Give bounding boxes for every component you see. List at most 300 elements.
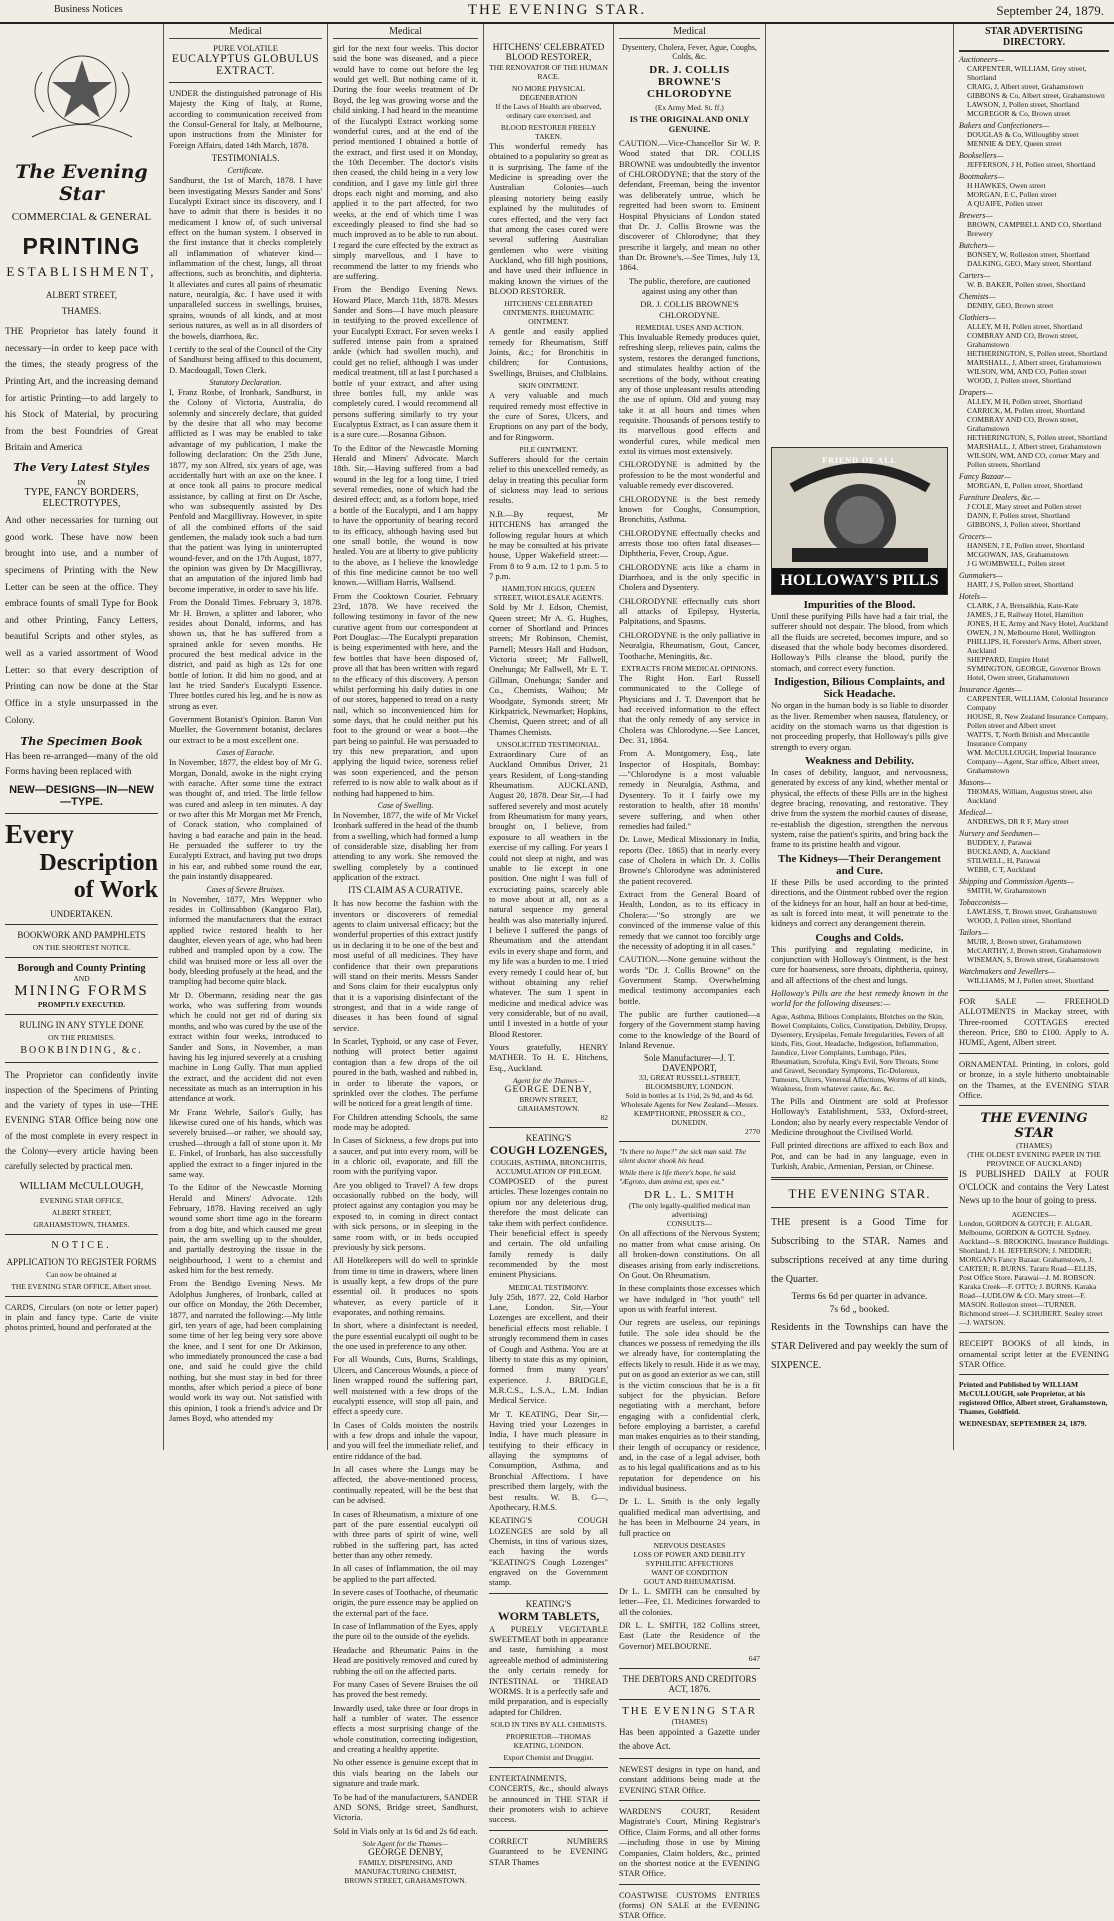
subscription-heading: THE EVENING STAR. [788,1186,931,1202]
nervous-diseases: NERVOUS DISEASES [653,1540,726,1550]
ointments-heading: HITCHENS' CELEBRATED OINTMENTS. RHEUMATIC OINTMENT. [503,299,594,327]
directory-entry: SHEPPARD, Empire Hotel [967,655,1050,664]
diseases-list: Ague, Asthma, Bilious Complaints, Blotches on the Skin, Bowel Complaints, Colics, Constipation, Debility, Dropsy, Dysentery, Erysipelas, Female Irregularities, Fevers of all kinds, Fits, Gout, Headache, Indigestion, Inflammation, Jaundice, Liver Complaints, Lumbago, Piles, Rheumatism, Scrofula, King's Evil, Sore Throats, Stone and Gravel, Secondary Symptoms, Tic-Doloreux, Tumours, Ulcers, Venereal Affections, Worms of all kinds, Weakness, from whatever cause, &c. &c. [771,1011,948,1093]
directory-entry: JONES, H E, Army and Navy Hotel, Auckland [967,619,1108,628]
directory-entry: BUDDEY, J, Parawai [967,838,1032,847]
nz-wholesale-agents: Wholesale Agents for New Zealand—Messrs. KEMPTHORNE, PROSSER & CO., DUNEDIN. [620,1100,759,1128]
consultation-hours: N.B.—By request, Mr HITCHENS has arranged the following regular hours at which he may be consulted at his private house, Upper Wakefield street:— From 8 to 9 a.m. 12 to 1 p.m. 5 to 7 p.m. [489,508,608,581]
of-work-heading: of Work [73,876,158,903]
pile-ointment-heading: PILE OINTMENT. [519,444,578,454]
directory-entry: H HAWKES, Owen street [967,181,1046,190]
wounds-use: For all Wounds, Cuts, Burns, Scaldings, Ulcers, and Cancerous Wounds, a piece of linen wrapped round the suffering part, well moistened with a few drops of the eucalypti essence, will stop all pain, and effect a speedy cure. [333,1354,478,1417]
directory-category: Shipping and Commission Agents— [959,877,1074,886]
genuine-notice: No other essence is genuine except that in this vials bearing on the labels our signature and trade mark. [333,1757,478,1789]
undertaken-line: UNDERTAKEN. [50,908,113,919]
apothecary-testimony: Mr T. KEATING, Dear Sir,—Having tried your Lozenges in India, I have much pleasure in testifying to their efficacy in allaying the symptoms of Consumption, Asthma, and Bronchial Affections. I have prescribed them largely, with the best results. W. B. G—, Apothecary, H.M.S. [489,1408,608,1512]
debtors-act-heading: THE DEBTORS AND CREDITORS ACT, 1876. [622,1674,757,1695]
advertising-directory-heading: STAR ADVERTISING DIRECTORY. [959,24,1109,52]
office-street: ALBERT STREET, [51,1207,112,1217]
thames-label: (THAMES) [1016,1141,1052,1151]
new-designs-line: NEW—DESIGNS—IN—NEW—TYPE. [9,783,154,808]
ruling-line: RULING IN ANY STYLE DONE [19,1019,144,1030]
lozenges-composition: COMPOSED of the purest articles. These lozenges contain no opium nor any deleterious drug, therefore the most delicate can take them with perfect confidence. Their beneficial effect is speedy and certain. The old unfailing family remedy is daily recommended by the most eminent Physicians. [489,1176,608,1280]
column-printing-notice [0,24,164,1450]
star-office-text: THE EVENING STAR OFFICE, Albert street. [11,1281,152,1291]
directory-category: Grocers— [959,532,993,541]
directory-category: Chemists— [959,292,996,301]
agent-address: BROWN STREET, GRAHAMSTOWN. [344,1875,467,1885]
board-of-health-opinion: Extract from the General Board of Health, London, as to its efficacy in Cholera:—"So strongly are we convinced of the immense value of this remedy that we cannot too forcibly urge the necessity of adopting it in all cases." [619,889,760,951]
obtained-at-text: Can now be obtained at [46,1269,117,1279]
lozenges-ailments: COUGHS, ASTHMA, BRONCHITIS, ACCUMULATION OF PHLEGM. [490,1158,607,1177]
and-label: AND [73,973,90,983]
directory-entry: MUIR, J, Brown street, Grahamstown [967,937,1082,946]
remedial-uses-heading: REMEDIAL USES AND ACTION. [635,323,744,333]
donald-times-testimonial: From the Donald Times. February 3, 1878. Mr H. Brown, a splitter and laborer, who resides about Donald, informs, and has shown us, that he has suffered from a sprained ankle for seven months. He procured the best medical advice in the district, and paid as high as 12s for one bottle of lotion. It did him no good, and at last he tried Sander's Eucalypti Essence. Three bottles cured his leg, and he is now as strong as ever. [169,597,322,711]
directory-entry: CRAIG, J, Albert street, Grahamstown [967,82,1084,91]
lowe-opinion: Dr. Lowe, Medical Missionary in India, reports (Dec. 1865) that in nearly every case of Cholera in which Dr. J. Collis Browne's Chlorodyne was administered the patient recovered. [619,834,760,886]
loss-of-power: LOSS OF POWER AND DEBILITY [633,1549,746,1559]
chlorodyne-claim-1: CHLORODYNE is admitted by the profession to be the most wonderful and valuable remedy ever discovered. [619,459,760,491]
manufacturer-address: To be had of the manufacturers, SANDER AND SONS, Bridge street, Sandhurst, Victoria. [333,1791,478,1823]
worm-tablets-title: WORM TABLETS, [497,1608,600,1623]
letter-consultation: Dr L. L. SMITH can be consulted by letter—Fee, £1. Medicines forwarded to all the colonies. [619,1585,760,1617]
crest-illustration [772,448,948,568]
directions-notice: Full printed directions are affixed to each Box and Pot, and can be had in any language, even in Turkish, Arabic, Armenian, Persian, or Chinese. [771,1140,948,1171]
government-stamp-caution: CAUTION.—None genuine without the words "Dr. J. Collis Browne" on the Government Stamp. Overwhelming medical testimony accompanies each bottle. [619,954,760,1006]
restorer-freely-line: BLOOD RESTORER FREELY TAKEN. [500,123,597,141]
earache-cases: In November, 1877, the eldest boy of Mr G. Morgan, Donald, awoke in the night crying with earache. After some time the extract was thought of, and tried. The little fellow was cured and asleep in ten minutes. A day or two after this Mr Morgan met Mr French, of Corack station, who complained of having a bad earache and pain in the head. He persuaded the sufferer to try the Eucalypti Extract, and having put two drops in his ear, and rubbed some round the ear, the pain instantly disappeared. [169,757,322,882]
type-borders-line: TYPE, FANCY BORDERS, ELECTROTYPES, [24,487,139,509]
inflammation-use: In all cases of Inflammation, the oil may be applied to the part affected. [333,1563,478,1584]
directory-entry: MORGAN, E, Pollen street, Shortland [967,481,1083,490]
chlorodyne-title: DR. J. COLLIS BROWNE'S CHLORODYNE [646,64,733,100]
directory-entry: WISEMAN, S, Brown street, Grahamstown [967,955,1099,964]
directory-entry: GIBBONS & Co, Albert street, Grahamstown [967,91,1105,100]
cough-lozenges-title: COUGH LOZENGES, [489,1143,608,1158]
proprietor-name: WILLIAM McCULLOUGH, [19,1180,144,1192]
pile-ointment-text: Sufferers should for the certain relief to this unexcelled remedy, as delay in treating this peculiar form of sickness may lead to serious results. [489,453,608,506]
eucalyptus-extract-title: EUCALYPTUS GLOBULUS EXTRACT. [171,53,320,77]
newspaper-running-title: THE EVENING STAR. [467,2,647,18]
sickness-use: In Cases of Sickness, a few drops put into a saucer, and put into every room, will be in a chloric oil, evaporate, and fill the room with the purifying vapor. [333,1135,478,1177]
quote-while-life: While there is life there's hope, he said. "Ægroto, dum anima est, spes est." [619,1168,737,1187]
weakness-text: In cases of debility, languor, and nervousness, generated by excess of any kind, whether mental or physical, the effects of these Pills are in the highest degree bracing, renovating, and restorative. They drive from the system the morbid causes of disease, re-establish the digestion, strengthen the nervous system, raise the patient's spirits, and bring back the frame to its pristine health and vigour. [771,766,948,850]
kidneys-text: If these Pills be used according to the printed directions, and the Ointment rubbed over the region of the kidneys for an hour, half an hour at bed-time, as salt is forced into meat, it will penetrate to the kidneys and correct any derangement therein. [771,876,948,929]
ornamental-printing-notice: ORNAMENTAL Printing, in colors, gold or bronze, in a style hitherto unobtainable on the Thames, at the EVENING STAR Office. [959,1058,1109,1100]
chlorodyne-claim-2: CHLORODYNE is the best remedy known for Coughs, Consumption, Bronchitis, Asthma. [619,493,760,525]
directory-entry: BUCKLAND, A, Auckland [967,847,1050,856]
newcastle-herald-letter: To the Editor of the Newcastle Morning Herald and Miners' Advocate. 12th February, 1878. Having received an ugly wound some short time ago in the forearm from a dog bite, and which caused me great pain, the arm swelling up to the shoulder, and partially destroying the tissue in the neighbourhood, I went to a chemist and asked him for the best remedy. [169,1182,322,1276]
directory-entry: HETHERINGTON, S, Pollen street, Shortland [967,349,1108,358]
in-label: IN [77,478,86,487]
medical-opinions-heading: EXTRACTS FROM MEDICAL OPINIONS. [621,663,758,673]
register-forms-text: APPLICATION TO REGISTER FORMS [6,1256,157,1267]
terms-booked: 7s 6d „ booked. [829,1305,890,1316]
directory-entry: SMITH, W, Grahamstown [967,886,1047,895]
correct-numbers-notice: CORRECT NUMBERS Guaranteed to be EVENING STAR Thames [489,1835,608,1867]
bottle-prices: Sold in bottles at 1s 1½d, 2s 9d, and 4s 6d. [625,1091,754,1101]
rheumatism-use: In cases of Rheumatism, a mixture of one part of the pure essential eucalypti oil with three parts of spirit of wine, well rubbed in the suffering part, has acted better than any other remedy. [333,1508,478,1560]
town-clerk-certification: I certify to the seal of the Council of the City of Sandhurst being affixed to this document, D. Macdougall, Town Clerk. [169,343,322,375]
imprint-text: Printed and Published by WILLIAM McCULLOUGH, sole Proprietor, at his registered Office, Albert street, Grahamstown, Thames, Goldfield. [959,1380,1108,1417]
diseases-intro: Holloway's Pills are the best remedy known in the world for the following diseases:— [771,988,948,1009]
rheumatic-ointment-text: A gentle and easily applied remedy for Rheumatism, Stiff Joints, &c.; for Bronchitis in children; for Contusions, Swellings, Bruises, and Chilblains. [489,326,608,378]
testimonials-heading: TESTIMONIALS. [211,153,280,164]
harris-testimonial: To the Editor of the Newcastle Morning Herald and Miners' Advocate. March 18th. Sir,—Having suffered from a bad wound in the leg for a long time, I tried several remedies, none of which had the desired effect; and, as a forlorn hope, tried a bottle of the Eucalypti, and I am happy to have the opportunity of bearing record to its efficacy, although having used but one small bottle, the wound is now healed. You are at liberty to give publicity to the above, as I believe the knowledge of this fine medicine cannot be too well known.—William Harris, Wallsend. [333,442,478,588]
lungs-use: In all cases where the Lungs may be affected, the above-mentioned process, continually repeated, will be the best that can be advised. [333,1464,478,1506]
new-letter-notice: And other necessaries for turning out good work. These have now been brought into use, and a number of specimens of Printing with the New Letter can be seen at the office. They embrace founts of small Type for Book and other Printing, Fancy Letters, beautiful Scripts and other styles, as well as a varied assortment of Wood Letter: so that every description of Printing can now be done at the Star Office in a style unsurpassed in the Colony. [5,516,158,726]
entertainments-notice: ENTERTAINMENTS, CONCERTS, &c., should always be announced in THE STAR if their promoters wish to achieve success. [489,1773,608,1825]
quote-no-hope: "Is there no hope?" the sick man said. The silent doctor shook his head. [619,1147,747,1166]
mather-testimonial: Extraordinary Cure of an Auckland Omnibus Driver, 21 years Resident, of Long-standing Rheumatism. AUCKLAND, August 20, 1878. Dear Sir,—I had suffered severely and most acutely from Rheumatism for many years, brought on, I believe, from exposure to all weathers in the exercise of my calling. For years I could not sleep at night, and was unable to lie except in one position. One night I was full of excruciating pains, scarcely able to move about at all, not as a natural sequence my general health was also materially injured. I believe I suffered the pangs of Rheumatism and the attendant evils in every shape and form, and my life was a burden to me. I tried every remedy I could hear of, but without obtaining any relief whatever. The sum I spent in medicine and medical advice was very considerable, but of no avail, until I invested in a bottle of your Blood Restorer. [489,748,608,1039]
directory-entry: CARPENTER, WILLIAM, Colonial Insurance Company [967,694,1109,712]
cooktown-testimonial: From the Cooktown Courier. February 23rd, 1878. We have received the following testimony in favor of the new curative agent from our correspondent at Port Douglas:—The Eucalypti preparation is being experimented with here, and the few bottles that have been disposed of, prove all that has been written with regard to the efficacy of this discovery. A person whilst performing his daily duties in one of our stores, happened to tread on a rusty nail, which so inconvenienced him for some days, that he could neither put his foot to the ground or wear a boot—the part being so painful. He was persuaded to try this new preparation, and upon applying the liquid twice, soreness relief was soon experienced, and the person referred to is now able to walk about as if nothing had happened to him. [333,590,478,798]
directory-category: Gunmakers— [959,571,1003,580]
manufacturer-address: 33, GREAT RUSSELL-STREET, BLOOMSBURY, LONDON. [639,1073,740,1092]
sold-in-tins: SOLD IN TINS BY ALL CHEMISTS. [490,1720,607,1729]
agencies-heading: AGENCIES— [1011,1210,1057,1220]
premises-line: ON THE PREMISES. [48,1032,115,1042]
directory-entry: DOUGLAS & Co, Willoughby street [967,130,1079,139]
directory-entry: McCARTHY, J, Brown street, Grahamstown [967,946,1102,955]
melbourne-practice-text: Dr L. L. Smith is the only legally qualified medical man advertising, and he has been in Melbourne 24 years, in full practice on [619,1496,760,1538]
hotelkeeper-use: All Hotelkeepers will do well to sprinkle from time to time in drawers, where linen is usually kept, a few drops of the pure essential oil. It produces no spots whatever, as every particle of it evaporates, and nothing remains. [333,1255,478,1318]
directory-entry: WILLIAMS, M J, Pollen street, Shortland [967,976,1094,985]
latest-styles-heading: The Very Latest Styles [13,461,150,474]
directory-category: Tailors— [959,928,989,937]
issue-date: September 24, 1879. [996,3,1104,18]
office-town: GRAHAMSTOWN, THAMES. [33,1219,130,1229]
directory-entry: MORGAN, E C, Pollen street [967,190,1057,199]
directory-entry: CLARK, J A, Bretsalkhia, Kate-Kate [967,601,1079,610]
keating-brand-2: KEATING'S [525,1598,572,1609]
medical-column-header: Medical [169,24,322,39]
directory-entry: ALLEY, M H, Pollen street, Shortland [967,397,1083,406]
pure-volatile-line: PURE VOLATILE [213,43,278,53]
evening-star-gazette-title: THE EVENING STAR [622,1705,757,1718]
newest-designs-notice: NEWEST designs in type on hand, and constant additions being made at the EVENING STAR Office. [619,1764,760,1795]
directory-entry: WOOD, J, Pollen street, Shortland [967,376,1071,385]
wardens-court-notice: WARDEN'S COURT, Resident Magistrate's Court, Mining Registrar's Office, Claim Forms, and all other forms—including those in use by Mining Companies, Claim holders, &c., printed on the shortest notice at the EVENING STAR Office. [619,1806,760,1879]
ad-number: 82 [600,1113,608,1123]
hitchens-subtitle: THE RENOVATOR OF THE HUMAN RACE. [489,63,608,81]
inward-use: Inwardly used, take three or four drops in half a tumbler of water. The essence effects a most surprising change of the whole constitution, correcting indigestion, and creating a healthy appetite. [333,1702,478,1755]
directory-entry: HANSEN, J E, Pollen street, Shortland [967,541,1085,550]
vial-prices: Sold in Vials only at 1s 6d and 2s 6d each. [333,1825,478,1836]
description-heading: Description [39,849,158,876]
printing-heading: PRINTING [22,233,141,259]
thames-agent-label: Agent for the Thames— [512,1076,585,1086]
curative-claim-heading: ITS CLAIM AS A CURATIVE. [348,885,463,896]
directory-entry: MARSHALL, J, Albert street, Grahamstown [967,442,1102,451]
column-eucalyptus [164,24,328,1450]
school-use: For Children attending Schools, the same mode may be adopted. [333,1111,478,1132]
smith-address: DR L. L. SMITH, 182 Collins street, East (Late the Residence of the Governor) MELBOURNE. [619,1619,760,1651]
directory-category: Watchmakers and Jewellers— [959,967,1056,976]
notice-heading: NOTICE. [51,1239,112,1251]
directory-entry: COMBRAY AND CO, Brown street, Grahamstown [967,415,1079,433]
directory-entry: CARRICK, M, Pollen street, Shortland [967,406,1085,415]
directory-entry: OWEN, J N, Melbourne Hotel, Wellington [967,628,1096,637]
holloway-establishment: The Pills and Ointment are sold at Professor Holloway's Establishment, 533, Oxford-street, London; also by nearly every respectable Vendor of Medicine throughout the Civilised World. [771,1095,948,1137]
directory-category: Tobacconists— [959,898,1008,907]
dr-smith-name: DR L. L. SMITH [644,1189,735,1202]
directory-entry: BONSEY, W, Rolleston street, Shortland [967,250,1090,259]
travel-use: Are you obliged to Travel? A few drops occasionally rubbed on the body, will protect against any contagion you may be exposed to, in coming in direct contact with sick persons, or in sleeping in the same room with, or in beds occupied previously by sick persons. [333,1179,478,1252]
directory-entry: DALKING, GEO, Mary street, Shortland [967,259,1092,268]
consultation-topics: On all affections of the Nervous System; no matter from what cause arising. On all broken-down constitutions. On all diseases arising from early indiscretions. On Gout. On Rheumatism. [619,1228,760,1280]
directory-entry: SYMINGTON, GEORGE, Governor Brown Hotel, Owen street, Grahamstown [967,664,1101,682]
earache-heading: Cases of Earache. [216,748,275,758]
indigestion-heading: Indigestion, Bilious Complaints, and Sick Headache. [774,676,945,701]
bruise-case-obermann: Mr D. Obermann, residing near the gas works, who was suffering from wounds which he could not get rid of during six months, and who was cured by the use of the extract within four weeks, introduced to Sander and Sons, in November, a man having his leg injured severely at a crushing machine in Long Gully. That man applied the extract, and the accident did not even necessitate as much as an interruption in his attendance at work. [169,989,322,1104]
keating-brand: KEATING'S [525,1133,572,1144]
directory-category: Clothiers— [959,313,996,322]
impurities-text: Until these purifying Pills have had a fair trial, the sufferer should not despair. The blood, from which all the fluids are secreted, becomes impure, and so diseased that the whole body becomes disordered. Holloway's Pills cleanse the blood, purify the stomach, and correct every function. [771,611,948,673]
directory-entry: WILSON, WM, AND CO, corner Mary and Pollen streets, Shortland [967,451,1100,469]
sole-agent-label: Sole Agent for the Thames— [362,1838,449,1848]
directory-category: Fancy Bazaar— [959,472,1012,481]
directory-entry: HART, J S, Pollen street, Shortland [967,580,1074,589]
certificate-heading: Certificate. [227,166,264,176]
ornamental-star-logo [22,42,142,152]
bookwork-line: BOOKWORK AND PAMPHLETS [17,929,146,940]
oldest-paper-line: (THE OLDEST EVENING PAPER IN THE PROVINCE OF AUCKLAND) [967,1150,1101,1169]
holloway-pills-title: HOLLOWAY'S PILLS [772,568,947,594]
directory-entry: JEFFERSON, J H, Pollen street, Shortland [967,160,1096,169]
directory-entry: A QUAIFE, Pollen street [967,199,1043,208]
wood-caution: CAUTION.—Vice-Chancellor Sir W. P. Wood stated that DR. COLLIS BROWNE was undoubtedly the inventor of CHLORODYNE; that the story of the defendant, Freeman, being the inventor was deliberately untrue, which he regretted had been sworn to. Eminent Hospital Physicians of London stated that Dr. J. Collis Browne was the discoverer of Chlorodyne; that they prescribe it largely, and mean no other than Dr. Browne's.—See Times, July 13, 1864. [619,138,760,273]
coughs-text: This purifying and regulating medicine, in conjunction with Holloway's Ointment, is the best cure for hoarseness, sore throats, diphtheria, quinsy, and all affections of the chest and lungs. [771,943,948,985]
laws-of-health-line: If the Laws of Health are observed, ordinary care exercised, and [495,102,602,120]
gazette-appointment: Has been appointed a Gazette under the above Act. [619,1727,760,1751]
holloway-crest [772,448,947,568]
bendigo-news-testimonial: From the Bendigo Evening News. Mr Adolphus Jungheres, of Ironbark, called at our office on Monday, the 26th December, 1877, and narrated the following:—My little girl, ten years of age, had been complaining some time of her leg being very sore above the knee, and I sent for one Dr Atkinson, who immediately pronounced the case a bad one, and said he could give the child nothing, but she must stay in bed for three months, after which period a piece of bone would work its way out. Not satisfied with this opinion, I took a friend's advice and Dr James Boyd, who attended my [169,1278,322,1424]
directory-entry: DANN, F, Pollen street, Shortland [967,511,1070,520]
agent-address: BROWN STREET, GRAHAMSTOWN. [517,1095,580,1114]
directory-category: Masons— [959,778,992,787]
ad-number-2: 647 [748,1654,760,1664]
directory-category: Bootmakers— [959,172,1005,181]
thames-label: (THAMES) [671,1717,708,1727]
directory-entry: PHILLIPS, H, Forester's Arms, Albert street, Auckland [967,637,1102,655]
bruise-case-wehrle: Mr Franz Wehrle, Sailor's Gully, has likewise cured one of his hands, which was severely bruised—or rather, we should say, crushed—through a fall of stone upon it. Mr E. Finkel, of Ironbark, has also successfully applied the extract to a finger injured in the same way. [169,1106,322,1179]
business-notices-label: Business Notices [54,4,123,15]
specimen-book-heading: The Specimen Book [20,735,143,749]
proprietor-notice: THE Proprietor has lately found it necessary—in order to keep pace with the times, the steady progress of the Printing Art, and the increasing demand for artistic Printing—to add largely to his Stock of Material, by procuring from the best Foundries of Great Britain and America [5,327,158,454]
directory-entry: ANDREWS, DR R F, Mary street [967,817,1069,826]
consults-label: CONSULTS— [666,1219,713,1229]
medical-column-header: Medical [619,24,760,39]
directory-category: Nursery and Seedsmen— [959,829,1040,838]
unsolicited-heading: UNSOLICITED TESTIMONIAL. [496,739,601,749]
rosbe-declaration: I, Franz Rosbe, of Ironbark, Sandhurst, in the Colony of Victoria, Australia, do solemnly and sincerely declare, that guided by the desire that all who may become afflicted as I was may be enabled to take advantage of my publication, I make the following declaration: On the 25th June, 1877, my son Alfred, six years of age, was accidentally hurt with an axe on the knee. I at once took all pains to procure medical assistance, by calling at first on Dr Asche, who was subsequently assisted by Drs Penfold and Macgillivray. However, in spite of all the combined efforts of the said gentlemen, the malady took such a bad turn that the patient was lying in uninterrupted wound-fever, and on the 17th August, 1877, the opinion was given by Dr Macgillivray, that an amputation of the injured limb had become imperative, in order to save his life. [169,386,322,594]
imprint-date: WEDNESDAY, SEPTEMBER 24, 1879. [959,1419,1087,1429]
directory-entry: COMBRAY AND CO, Brown street, Grahamstown [967,331,1079,349]
directory-entry: STILWELL, H, Parawai [967,856,1041,865]
directory-entry: GIBBONS, J, Pollen street, Shortland [967,520,1081,529]
column-hitchens-keating [484,24,614,1867]
botanist-opinion: Government Botanist's Opinion. Baron Von Mueller, the Government botanist, declares our extract to be a most excellent one. [169,714,322,745]
directory-entry: LAWSON, J, Pollen street, Shortland [967,100,1080,109]
weakness-heading: Weakness and Debility. [804,754,915,767]
directory-category: Insurance Agents— [959,685,1022,694]
directory-category: Booksellers— [959,151,1004,160]
hitchens-title: HITCHENS' CELEBRATED BLOOD RESTORER, [492,43,605,63]
bridgle-testimony: July 25th, 1877. 22, Cold Harbor Lane, London. Sir,—Your Lozenges are excellent, and their beneficial effects most reliable. I strongly recommend them in cases of Cough and Asthma. You are at liberty to state this as my opinion, formed from many years' experience. J. BRIDGLE, M.R.C.S., L.S.A., L.M. Indian Medical Service. [489,1291,608,1406]
worm-tablets-text: A PURELY VEGETABLE SWEETMEAT both in appearance and taste, furnishing a most agreeable method of administering the only certain remedy for INTESTINAL or THREAD WORMS. It is a perfectly safe and mild preparation, and is especially adapted for Children. [489,1623,608,1717]
directory-entry: MARSHALL, J, Albert street, Grahamstown [967,358,1102,367]
coughs-heading: Coughs and Colds. [815,931,904,944]
gibson-testimonial: From the Bendigo Evening News. Howard Place, March 11th, 1878. Messrs Sander and Sons—I have much pleasure in testifying to the proved excellence of your Eucalypti Extract. For seven weeks I suffered intense pain from a sprained ankle (which had swollen much), and could get no relief, although I was under medical treatment, till at last I purchased a bottle of your extract, and after using three bottles full, my ankle was completely cured. I would recommend all persons suffering similarly to try your Eucalyptus Extract, as I can assure them it is a sure cure.—Rosanna Gibson. [333,284,478,440]
directory-category: Furniture Dealers, &c.— [959,493,1041,502]
promptly-executed-line: PROMPTLY EXECUTED. [37,999,126,1009]
skin-ointment-text: A very valuable and much required remedy most effective in the cure of Sores, Ulcers, and Eruptions on any part of the body, and for Ringworm. [489,390,608,442]
directory-category: Auctioneers— [959,55,1005,64]
freehold-sale-notice: FOR SALE — FREEHOLD ALLOTMENTS in Mackay street, with Three-roomed COTTAGES erected thereon. Price, £80 to £100. Apply to A. HUME, Agent, Albert street. [959,996,1109,1048]
chlorodyne-claim-6: CHLORODYNE is the only palliative in Neuralgia, Rheumatism, Gout, Cancer, Toothache, Meningitis, &c. [619,629,760,661]
cards-circulars-text: CARDS, Circulars (on note or letter paper) in plain and fancy type. Carte de visite photos printed, bound and perforated at the [5,1301,158,1333]
mining-forms-heading: MINING FORMS [14,982,149,999]
export-chemist: Export Chemist and Druggist. [503,1753,594,1762]
directory-entry: LAWLESS, T, Brown street, Grahamstown [967,907,1097,916]
fever-use: In Scarlet, Typhoid, or any case of Fever, nothing will protect better against contagion than a few drops of the oil poured in the bath, washed and rubbed in, in order to liberate the vapors, or sprinkled over the clothes. The perfume will be noticed for a great length of time. [333,1036,478,1109]
chlorodyne-claim-4: CHLORODYNE acts like a charm in Diarrhoea, and is the only specific in Cholera and Dysentery. [619,561,760,593]
agent-name: GEORGE DENBY, [368,1847,443,1858]
directory-entry: WILSON, WM, AND CO, Pollen street [967,367,1087,376]
russell-opinion: The Right Hon. Earl Russell communicated to the College of Physicians and J. T. Davenport that he had received information to the effect that the only remedy of any service in Cholera was Chlorodyne.—See Lancet, Dec. 31, 1864. [619,672,760,746]
receipt-books-notice: RECEIPT BOOKS of all kinds, in ornamental script letter at the EVENING STAR Office. [959,1338,1109,1370]
directory-category: Brewers— [959,211,993,220]
ad-number: 2770 [745,1127,760,1137]
hot-youth-text: In these complaints those excesses which we have indulged in "hot youth" tell upon us with fearful interest. [619,1283,760,1314]
directory-category: Bakers and Confectioners— [959,121,1050,130]
keating-proprietor: PROPRIETOR—THOMAS KEATING, LONDON. [506,1732,591,1750]
evening-star-logotype: The Evening Star [15,161,148,205]
crest-motto: FRIEND OF ALL [822,456,897,465]
chlorodyne-claim-5: CHLORODYNE effectually cuts short all attacks of Epilepsy, Hysteria, Palpitations, and Spasms. [619,595,760,627]
subscription-text: THE present is a Good Time for Subscribing to the STAR. Names and subscriptions received at any time during the Quarter. [771,1217,948,1286]
statutory-declaration-heading: Statutory Declaration. [209,377,282,387]
curative-claim-text: It has now become the fashion with the inventors or discoverers of remedial agents to claim universal efficacy; but the wonderful properties of this extract justify us in declaring it to be one of the best and most useful of all medicines. They have confidence that their own preparations will stand on their merits. Messrs Sander and Sons claim for their eucalyptus only that it is a vaporising disinfectant of the strongest, and that in a wide range of diseases it has been found of signal service. [333,898,478,1033]
forgery-caution: The public are further cautioned—a forgery of the Government stamp having come to the knowledge of the Board of Inland Revenue. [619,1009,760,1051]
original-genuine-heading: IS THE ORIGINAL AND ONLY GENUINE. [629,114,750,134]
stockists-list: Sold by Mr J. Edson, Chemist, Queen street; Mr A. G. Hughes, corner of Shortland and Princes streets; Mr Robinson, Chemist, Parnell; Messrs Hall and Hudson, Victoria street; Mr Fallwell, Onehunga; Mr Fallwell, Mr E. T. Gillman, Onehunga; Sander and Co., Chemists, Waihou; Mr Woodgate, Symonds street; Mr Kirkpatrick, Newmarket; Hopkins, Chemist, Queen street; and of all Thames Chemists. [489,602,608,737]
public-cautioned: The public, therefore, are cautioned against using any other than [628,275,751,297]
directory-entry: JAMES, J E, Railway Hotel, Hamilton [967,610,1084,619]
directory-entry: MENNIE & DEY, Queen street [967,139,1062,148]
headache-use: Headache and Rheumatic Pains in the Head are positively removed and cured by rubbing the oil on the affected parts. [333,1644,478,1676]
eyes-use: In case of Inflammation of the Eyes, apply the pure oil to the outside of the eyelids. [333,1621,478,1642]
borough-printing-line: Borough and County Printing [17,962,146,974]
directory-entry: W. B. BAKER, Pollen street, Shortland [967,280,1086,289]
directory-entry: WATTS, T, North British and Mercantile Insurance Company [967,730,1090,748]
bruise-case-weppner: In November, 1877, Mrs Weppner who resides in Collinsabbon (Kangaroo Flat), informed the manufacturers that the extract applied twice restored health to her daughter, eleven years of age, who had been rubbed and trampled upon by a cow. The child was bruised more or less all over the body, bleeding profusely at the head, and the trampling had become quite black. [169,893,322,987]
impurities-heading: Impurities of the Blood. [803,599,916,611]
wholesale-agents: HAMILTON HIGGS, QUEEN STREET, WHOLESALE AGENTS. [493,584,604,603]
specimen-book-text: Has been re-arranged—many of the old Forms having been replaced with [5,752,158,778]
royal-patronage-text: UNDER the distinguished patronage of His Majesty the King of Italy, at Rome, according to communication received from the Consul-General for Italy, at Melbourne, upon instructions from the Minister for Foreign Affairs, dated 14th March, 1878. [169,88,322,150]
directory-entry: BROWN, CAMPBELL AND CO, Shortland Brewery [967,220,1102,238]
colds-use: In Cases of Colds moisten the nostrils with a few drops and inhale the vapour, and you will feel the immediate relief, and entire riddance of the bad. [333,1419,478,1461]
directory-entry: ALLEY, M H, Pollen street, Shortland [967,322,1083,331]
customs-entries-notice: COASTWISE CUSTOMS ENTRIES (forms) ON SALE at the EVENING STAR Office. [619,1889,760,1921]
dysentery-banner: Dysentery, Cholera, Fever, Ague, Coughs, Colds, &c. [622,43,757,61]
army-medical-line: (Ex Army Med. St. ff.) [655,103,724,112]
swelling-case: In November, 1877, the wife of Mr Vickel Ironbark suffered in the head of the thumb from a swelling, which had formed a lump of considerable size, disabling her from attending to any work. She removed the swelling completely by a continued application of the extract. [333,809,478,883]
directory-entry: WOOD, J, Pollen street, Shortland [967,916,1071,925]
directory-entry: MCGREGOR & Co, Brown street [967,109,1071,118]
gout-rheumatism: GOUT AND RHEUMATISM. [643,1576,736,1586]
directory-entry: WEBB, C T, Auckland [967,865,1036,874]
establishment-line: ESTABLISHMENT, [6,264,157,279]
masthead [0,0,1114,24]
degeneration-line: NO MORE PHYSICAL DEGENERATION [512,84,585,102]
disinfectant-use: In short, where a disinfectant is needed, the pure essential eucalypti oil ought to be the one used in preference to any other. [333,1320,478,1352]
medical-testimony-heading: MEDICAL TESTIMONY. [508,1282,589,1292]
blood-restorer-text: This wonderful remedy has obtained to a popularity so great as it is surprising. The fame of the Medicine is spreading over the Australian Colonies—such pleasing notoriety being easily explained by the multitudes of cures effected, and the very fact that among the cases cured were several suffering Australian gentlemen who were visiting Auckland, who fill high positions, and have used their influence in making known the virtues of the BLOOD RESTORER. [489,141,608,297]
bruises-heading: Cases of Severe Bruises. [206,884,285,894]
directory-entry: J COLE, Mary street and Pollen street [967,502,1082,511]
directory-category: Hotels— [959,592,987,601]
dr-smith-qualification: (The only legally-qualified medical man advertising) [628,1201,751,1220]
directory-entry: THOMAS, William, Augustus street, also Auckland [967,787,1093,805]
directory-entry: DENBY, GEO, Brown street [967,301,1054,310]
column-chlorodyne-smith [614,24,766,1921]
agencies-list: London, GORDON & GOTCH; F. ALGAR. Melbourne, GORDON & GOTCH. Sydney. Auckland—S. BROOKING, Insurance Buildings. Shortland, J. H. JEFFERSON; J. NEDDER; MORGAN's Fancy Bazaar. Grahamstown, J. CARTER; R. BURNS. Tararu Road—ELLIS, Post Office Store. Parawai—J. M. ROBSON. Karaka Creek—F. OTTO; J. BURNS. Karaka Road—LUDLOW & CO. Mary street—F. MASON. Rolleston street—TURNER. Richmond street—J. SCHUBERT. Sealey street—J. WATSON. [959,1219,1109,1328]
chlorodyne-name-line: DR. J. COLLIS BROWNE'S CHLORODYNE. [640,299,739,320]
bendigo-testimonial-continued: girl for the next four weeks. This doctor said the bone was diseased, and a piece would have to come out before the leg would get well. But nothing came of it. During the four weeks treatment of Dr Boyd, the leg was growing worse and the child sinking. I had heard in the meantime of the Eucalypti Extract working some wonderful cures, and at the end of the period mentioned I obtained a bottle of the extract, and first used it on Monday, the 10th December. The doctor's visits then ceased, the child being in a very low condition, and I gave my little girl three drops each night and morning, and also applied it to the part affected, for two weeks, at the end of which time I was exceedingly pleased to find she had so much improved as to be able to run about. I regard the cure effected by the extract as simply marvellous, and I have to recommend the latter to my friends who are suffering. [333,43,478,281]
column-eucalyptus-continued [328,24,484,1885]
star-emblem [5,42,158,157]
every-heading: Every [5,818,74,849]
kidneys-heading: The Kidneys—Their Derangement and Cure. [778,852,941,877]
syphilitic-affections: SYPHILITIC AFFECTIONS [645,1558,734,1568]
column-directory [954,24,1114,1450]
directory-entry: J G WOMBWELL, Pollen street [967,559,1065,568]
toothache-use: In severe cases of Toothache, of rheumatic origin, the pure essence may be applied on the external part of the face. [333,1587,478,1618]
directory-entry: HETHERINGTON, S, Pollen street, Shortland [967,433,1108,442]
montgomery-opinion: From A. Montgomery, Esq., late Inspector of Hospitals, Bombay:—"Chlorodyne is a most valuable remedy in Neuralgia, Asthma, and Dysentery. To it I fairly owe my restoration to health, after 18 months' severe suffering, and when other remedies had failed." [619,748,760,831]
medical-column-header: Medical [333,24,478,39]
directory-entry: MCGOWAN, JAS, Grahamstown [967,550,1069,559]
bookbinding-line: BOOKBINDING, &c. [20,1044,143,1056]
skin-ointment-heading: SKIN OINTMENT. [518,381,579,391]
evening-star-title: THE EVENING STAR [980,1111,1088,1142]
severe-bruises-use: For many Cases of Severe Bruises the oil has proved the best remedy. [333,1678,478,1700]
agent-name: GEORGE DENBY, [504,1085,593,1096]
commercial-general-line: COMMERCIAL & GENERAL [11,211,152,223]
directory-category: Carters— [959,271,991,280]
directory-entry: WM. McCULLOUGH, Imperial Insurance Company—Agent, Star office, Albert street, Grahamstown [967,748,1100,775]
want-of-condition: WANT OF CONDITION [651,1567,728,1577]
directory-entry: CARPENTER, WILLIAM, Grey street, Shortland [967,64,1087,82]
inspection-invite: The Proprietor can confidently invite inspection of the Specimens of Printing and the variety of types in use—THE EVENING STAR Office being now one of the most complete in every respect in the Colony—every article having been carefully selected by practical men. [5,1069,158,1172]
terms-advance: Terms 6s 6d per quarter in advance. [791,1292,928,1303]
directory-category: Medical— [959,808,993,817]
agent-description: FAMILY, DISPENSING, AND MANUFACTURING CHEMIST, [354,1857,457,1876]
published-daily-text: IS PUBLISHED DAILY at FOUR O'CLOCK and contains the Very Latest News up to the hour of going to press. [959,1169,1109,1206]
shortest-notice-line: ON THE SHORTEST NOTICE. [32,942,131,952]
sole-manufacturer: Sole Manufacturer—J. T. DAVENPORT, [643,1053,736,1074]
lozenges-sold: KEATING'S COUGH LOZENGES are sold by all Chemists, in tins of various sizes, each having the words "KEATING'S Cough Lozenges" engraved on the Government stamp. [489,1515,608,1588]
township-delivery: Residents in the Townships can have the STAR Delivered and pay weekly the sum of SIXPENCE. [771,1322,948,1372]
remedy-action-text: This Invaluable Remedy produces quiet, refreshing sleep, relieves pain, calms the system, restores the deranged functions, and stimulates healthy action of the secretions of the body, without creating any of those unpleasant results attending the use of opium. Old and young may take it at all hours and times when requisite. Thousands of persons testify to its marvellous good effects and wonderful cures, while medical men extol its virtues most extensively. [619,332,760,457]
directory-category: Butchers— [959,241,995,250]
chlorodyne-claim-3: CHLORODYNE effectually checks and arrests those too often fatal diseases—Diphtheria, Fever, Croup, Ague. [619,527,760,559]
column-holloway [766,24,954,1450]
